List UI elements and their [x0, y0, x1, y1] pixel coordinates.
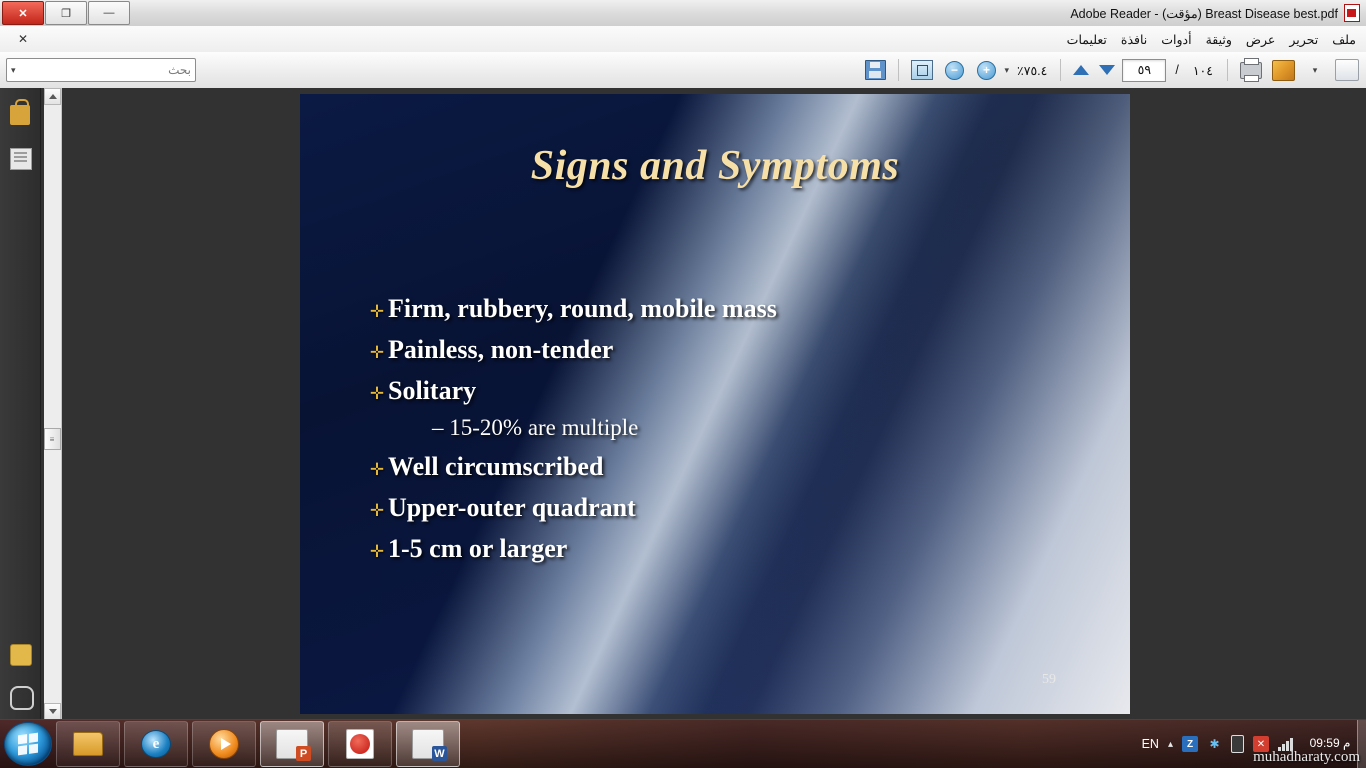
slide-title: Signs and Symptoms	[530, 143, 900, 189]
tools-icon	[1335, 59, 1359, 81]
language-indicator[interactable]: EN	[1141, 737, 1159, 751]
bullet-text: Well circumscribed	[388, 452, 604, 481]
start-button[interactable]	[4, 722, 52, 766]
menu-item-file[interactable]: ملف	[1332, 32, 1356, 47]
zoom-level-value[interactable]: ٧٥.٤٪	[1017, 63, 1048, 78]
menu-item-document[interactable]: وثيقة	[1205, 32, 1232, 47]
toolbar-group-pages	[1065, 59, 1223, 82]
page-thumbnails-icon[interactable]	[10, 148, 32, 170]
list-item	[366, 294, 1090, 324]
print-icon	[1240, 62, 1262, 79]
folder-icon	[73, 732, 103, 756]
scroll-up-button[interactable]	[44, 88, 61, 105]
search-placeholder: بحث	[168, 63, 191, 77]
toolbar-separator-3	[898, 59, 899, 81]
toolbar-group-save	[856, 56, 894, 84]
bullet-marker-icon: ✛	[369, 501, 385, 520]
bullet-marker-icon: ✛	[369, 384, 385, 403]
taskbar	[0, 719, 1366, 768]
bluetooth-icon[interactable]: ✱	[1209, 737, 1220, 751]
save-button[interactable]	[861, 56, 889, 84]
scrollbar-grip-icon: ≡	[49, 434, 56, 444]
document-area	[0, 88, 1366, 720]
list-item	[366, 534, 1090, 564]
window-title: Adobe Reader - (مؤقت) Breast Disease best.pdf	[1070, 6, 1338, 21]
safely-remove-icon[interactable]: ✕	[1253, 736, 1269, 752]
toolbar-separator-2	[1060, 59, 1061, 81]
chevron-down-icon: ▾	[1312, 64, 1318, 75]
acrobat-icon	[346, 729, 374, 759]
zoom-in-icon: +	[977, 61, 996, 80]
clock-meridiem: م	[1342, 736, 1351, 751]
security-lock-icon[interactable]	[10, 105, 30, 125]
taskbar-item-word[interactable]	[396, 721, 460, 767]
zoom-in-button[interactable]	[972, 56, 1000, 84]
arrow-down-icon	[1099, 65, 1115, 75]
page-number-input[interactable]: ٥٩	[1122, 59, 1166, 82]
powerpoint-icon	[276, 729, 308, 759]
bullet-text: Upper-outer quadrant	[388, 493, 636, 522]
adobe-reader-icon	[1344, 4, 1360, 22]
search-field[interactable]	[6, 58, 196, 82]
navigation-rail	[0, 88, 41, 720]
close-window-button[interactable]: ✕	[2, 1, 44, 25]
list-item	[366, 493, 1090, 523]
attachments-icon[interactable]	[10, 686, 34, 710]
menu-item-edit[interactable]: تحرير	[1289, 32, 1319, 47]
media-player-icon	[209, 729, 239, 759]
stamp-icon	[1272, 60, 1295, 81]
sub-bullet-text: – 15-20% are multiple	[432, 415, 639, 440]
bullet-text: Painless, non-tender	[388, 335, 614, 364]
arrow-up-icon	[1073, 65, 1089, 75]
menu-item-window[interactable]: نافذة	[1120, 32, 1148, 47]
bullet-text: Solitary	[388, 376, 477, 405]
scroll-down-button[interactable]	[44, 703, 61, 720]
list-item	[366, 376, 1090, 406]
slide-number: 59	[1042, 672, 1056, 687]
bullet-marker-icon: ✛	[369, 343, 385, 362]
vertical-scrollbar[interactable]	[44, 88, 62, 720]
taskbar-item-powerpoint[interactable]	[260, 721, 324, 767]
window-title-area	[1070, 4, 1366, 22]
tools-button[interactable]	[1333, 56, 1361, 84]
list-item	[366, 452, 1090, 482]
close-document-button[interactable]: ✕	[18, 32, 29, 46]
window-controls	[2, 1, 131, 25]
menu-items	[1067, 32, 1366, 47]
ie-icon: e	[141, 730, 171, 758]
show-hidden-icons-icon[interactable]: ▴	[1167, 738, 1173, 750]
toolbar-separator	[1227, 59, 1228, 81]
taskbar-item-adobe-reader[interactable]	[328, 721, 392, 767]
zoom-chevron-down-icon[interactable]: ▾	[1004, 64, 1010, 75]
previous-page-button[interactable]	[1070, 59, 1092, 81]
bullet-marker-icon: ✛	[369, 542, 385, 561]
save-icon	[865, 60, 886, 80]
clock-time: 09:59	[1309, 736, 1340, 751]
window-titlebar	[0, 0, 1366, 27]
menu-bar	[0, 26, 1366, 53]
toolbar-group-file	[1232, 56, 1366, 84]
menu-item-tools[interactable]: أدوات	[1161, 32, 1192, 47]
toolbar-dropdown-button[interactable]	[1301, 56, 1329, 84]
watermark: muhadharaty.com	[1253, 749, 1360, 765]
bullet-text: 1-5 cm or larger	[388, 534, 568, 563]
menu-item-help[interactable]: تعليمات	[1066, 32, 1107, 47]
flash-icon[interactable]: Z	[1182, 736, 1198, 752]
stamp-button[interactable]	[1269, 56, 1297, 84]
next-page-button[interactable]	[1096, 59, 1118, 81]
zoom-out-button[interactable]	[940, 56, 968, 84]
page-separator: /	[1175, 63, 1179, 77]
fit-page-button[interactable]	[908, 56, 936, 84]
toolbar-group-zoom	[903, 56, 1056, 84]
restore-window-button[interactable]: ❐	[45, 1, 87, 25]
zoom-out-icon: −	[945, 61, 964, 80]
comments-icon[interactable]	[10, 644, 32, 666]
bullet-marker-icon: ✛	[369, 460, 385, 479]
triangle-up-icon	[49, 94, 57, 99]
page-total: ١٠٤	[1192, 63, 1213, 78]
toolbar	[0, 52, 1366, 89]
scrollbar-thumb[interactable]	[44, 428, 61, 450]
windows-logo-icon	[18, 733, 38, 756]
menu-item-view[interactable]: عرض	[1245, 32, 1276, 47]
taskbar-item-internet-explorer[interactable]	[124, 721, 188, 767]
list-item	[366, 335, 1090, 365]
print-button[interactable]	[1237, 56, 1265, 84]
triangle-down-icon	[49, 709, 57, 714]
fit-page-icon	[911, 60, 933, 80]
taskbar-item-media-player[interactable]	[192, 721, 256, 767]
bullet-text: Firm, rubbery, round, mobile mass	[388, 294, 777, 323]
removable-device-icon[interactable]	[1231, 735, 1244, 753]
bullet-marker-icon: ✛	[369, 302, 385, 321]
minimize-window-button[interactable]: —	[88, 1, 130, 25]
word-icon	[412, 729, 444, 759]
taskbar-item-windows-explorer[interactable]	[56, 721, 120, 767]
slide-bullet-list	[366, 294, 1090, 575]
search-chevron-down-icon[interactable]: ▾	[11, 64, 16, 75]
pdf-page	[300, 94, 1130, 714]
